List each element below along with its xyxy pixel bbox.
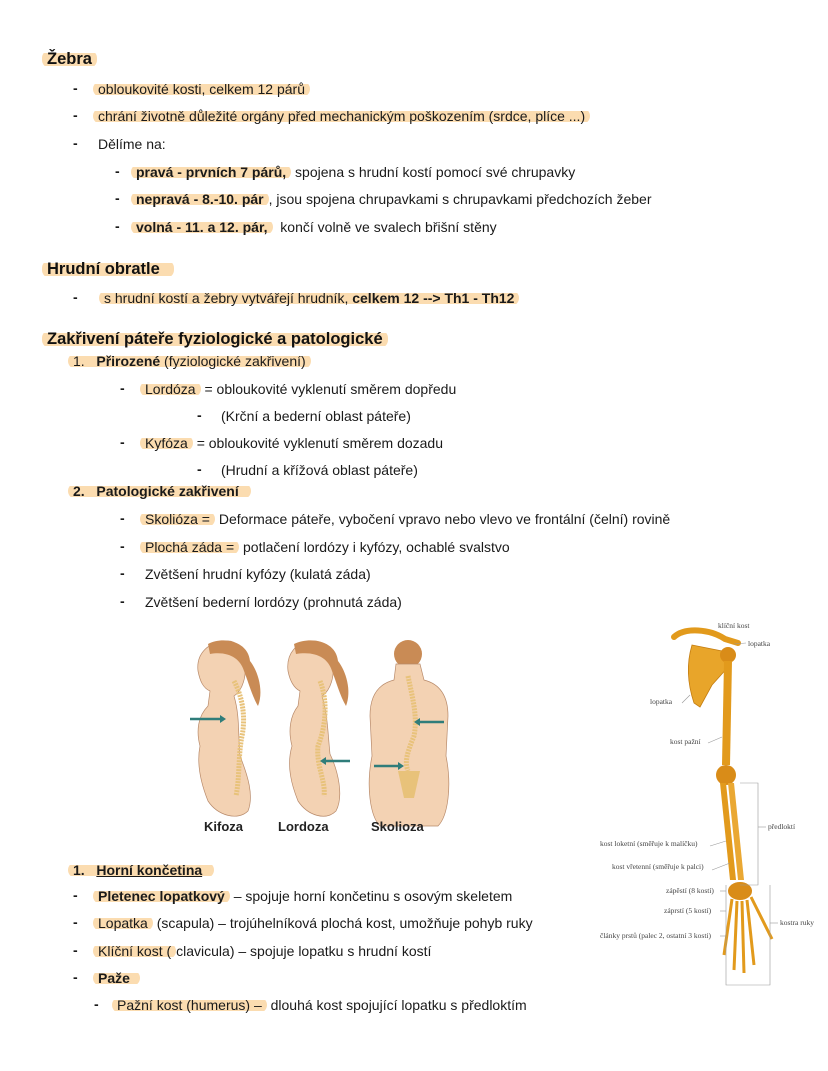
- term: Pletenec lopatkový: [93, 888, 230, 904]
- definition: spojena s hrudní kostí pomocí své chrupavky: [291, 164, 576, 180]
- bullet-dash: -: [73, 887, 78, 903]
- label-clavicle: klíční kost: [718, 621, 750, 630]
- definition: potlačení lordózy i kyfózy, ochablé svalstvo: [239, 539, 510, 555]
- bullet-dash: -: [73, 107, 78, 123]
- caption-kyphosis: Kifoza: [204, 819, 243, 834]
- bullet-dash: -: [197, 461, 202, 477]
- sublist-item: [136, 219, 497, 235]
- thoracic-heading: [47, 260, 174, 279]
- bullet-dash: -: [197, 407, 202, 423]
- label-carpals: zápěstí (8 kostí): [666, 886, 714, 895]
- sublist-item: [136, 191, 652, 207]
- list-item-text: s hrudní kostí a žebry vytvářejí hrudník,: [104, 290, 353, 306]
- bullet-dash: -: [73, 289, 78, 305]
- spine-illustration-icon: [188, 636, 453, 838]
- term: volná - 11. a 12. pár,: [131, 219, 273, 235]
- list-item: [98, 888, 512, 904]
- bullet-dash: -: [120, 380, 125, 396]
- pathological-term: Patologické zakřivení: [96, 483, 239, 499]
- definition: , jsou spojena chrupavkami s chrupavkami předchozích žeber: [268, 191, 652, 207]
- list-item: Dělíme na:: [98, 136, 166, 152]
- list-item: [98, 943, 431, 959]
- thoracic-heading-text: Hrudní obratle: [42, 260, 174, 278]
- bullet-dash: -: [120, 434, 125, 450]
- label-radius: kost vřetenní (směřuje k palci): [612, 862, 704, 871]
- list-item-text: obloukovité kosti, celkem 12 párů: [93, 81, 310, 97]
- natural-highlight: [68, 353, 311, 369]
- caption-scoliosis: Skolioza: [371, 819, 424, 834]
- list-item: [98, 81, 310, 97]
- list-item: [145, 511, 670, 527]
- term: Lopatka: [93, 915, 153, 931]
- sublist-item: [117, 997, 527, 1013]
- pathological-curvature-heading: [73, 483, 251, 499]
- bullet-dash: -: [120, 538, 125, 554]
- definition: (scapula) – trojúhelníková plochá kost, umožňuje pohyb ruky: [152, 915, 533, 931]
- bullet-dash: -: [120, 565, 125, 581]
- lordosis-item: [145, 381, 456, 397]
- term: nepravá - 8.-10. pár: [131, 191, 269, 207]
- list-item-highlight: [99, 290, 519, 306]
- list-number: 1.: [73, 353, 85, 369]
- term: Kyfóza: [140, 435, 193, 451]
- term: Lordóza: [140, 381, 201, 397]
- bullet-dash: -: [115, 218, 120, 234]
- upper-limb-heading-text: Horní končetina: [96, 862, 203, 878]
- list-number: 2.: [73, 483, 85, 499]
- label-forearm: předloktí: [768, 822, 796, 831]
- bullet-dash: -: [73, 80, 78, 96]
- bullet-dash: -: [73, 942, 78, 958]
- list-item: [104, 290, 519, 306]
- term: Plochá záda =: [140, 539, 239, 555]
- label-metacarpals: záprstí (5 kostí): [664, 906, 712, 915]
- bullet-dash: -: [73, 914, 78, 930]
- bullet-dash: -: [120, 510, 125, 526]
- label-hand: kostra ruky: [780, 918, 814, 927]
- label-scapula-top: lopatka: [748, 639, 771, 648]
- definition: clavicula) – spojuje lopatku s hrudní kostí: [176, 943, 432, 959]
- definition: dlouhá kost spojující lopatku s předloktím: [266, 997, 527, 1013]
- bullet-dash: -: [120, 593, 125, 609]
- definition: = obloukovité vyklenutí směrem dozadu: [192, 435, 444, 451]
- arm-skeleton-figure: [590, 615, 828, 1015]
- kyphosis-note: (Hrudní a křížová oblast páteře): [221, 462, 418, 478]
- caption-lordosis: Lordoza: [278, 819, 329, 834]
- upper-limb-heading: [73, 862, 214, 878]
- bullet-dash: -: [115, 190, 120, 206]
- label-scapula-left: lopatka: [650, 697, 673, 706]
- term: pravá - prvních 7 párů,: [131, 164, 291, 180]
- natural-term: Přirozené: [96, 353, 161, 369]
- list-item: Zvětšení hrudní kyfózy (kulatá záda): [145, 566, 371, 582]
- list-item-bold: celkem 12 --> Th1 - Th12: [352, 290, 515, 306]
- definition: Deformace páteře, vybočení vpravo nebo vlevo ve frontální (čelní) rovině: [214, 511, 671, 527]
- label-ulna: kost loketní (směřuje k malíčku): [600, 839, 698, 848]
- definition: končí volně ve svalech břišní stěny: [272, 219, 497, 235]
- term: Pažní kost (humerus) –: [112, 997, 267, 1013]
- ribs-heading: [47, 50, 97, 69]
- bullet-dash: -: [73, 969, 78, 985]
- list-item: [98, 970, 140, 986]
- definition: = obloukovité vyklenutí směrem dopředu: [200, 381, 457, 397]
- bullet-dash: -: [94, 996, 99, 1012]
- list-item: Zvětšení bederní lordózy (prohnutá záda): [145, 594, 402, 610]
- lordosis-note: (Krční a bederní oblast páteře): [221, 408, 411, 424]
- list-number: 1.: [73, 862, 85, 878]
- label-humerus: kost pažní: [670, 737, 701, 746]
- spine-curvature-figure: [188, 636, 453, 838]
- term: Klíční kost (: [93, 943, 176, 959]
- list-item: [98, 915, 533, 931]
- label-phalanges: články prstů (palec 2, ostatní 3 kosti): [600, 931, 712, 940]
- curvature-heading-text: Zakřivení páteře fyziologické a patologické: [42, 330, 388, 348]
- kyphosis-item: [145, 435, 443, 451]
- ribs-heading-text: Žebra: [42, 50, 97, 68]
- natural-rest: (fyziologické zakřivení): [160, 353, 306, 369]
- pathological-highlight: [68, 483, 251, 499]
- arm-bones-illustration-icon: [590, 615, 828, 1015]
- curvature-heading: [47, 330, 388, 349]
- list-item: [145, 539, 510, 555]
- list-item-text: chrání životně důležité orgány před mechanickým poškozením (srdce, plíce ...): [93, 108, 590, 124]
- sublist-item: [136, 164, 575, 180]
- list-item: [98, 108, 590, 124]
- term: Skolióza =: [140, 511, 215, 527]
- term: Paže: [93, 970, 140, 986]
- upper-limb-highlight: [68, 862, 214, 878]
- bullet-dash: -: [115, 163, 120, 179]
- natural-curvature-heading: [73, 353, 311, 369]
- definition: – spojuje horní končetinu s osovým skeletem: [229, 888, 513, 904]
- bullet-dash: -: [73, 135, 78, 151]
